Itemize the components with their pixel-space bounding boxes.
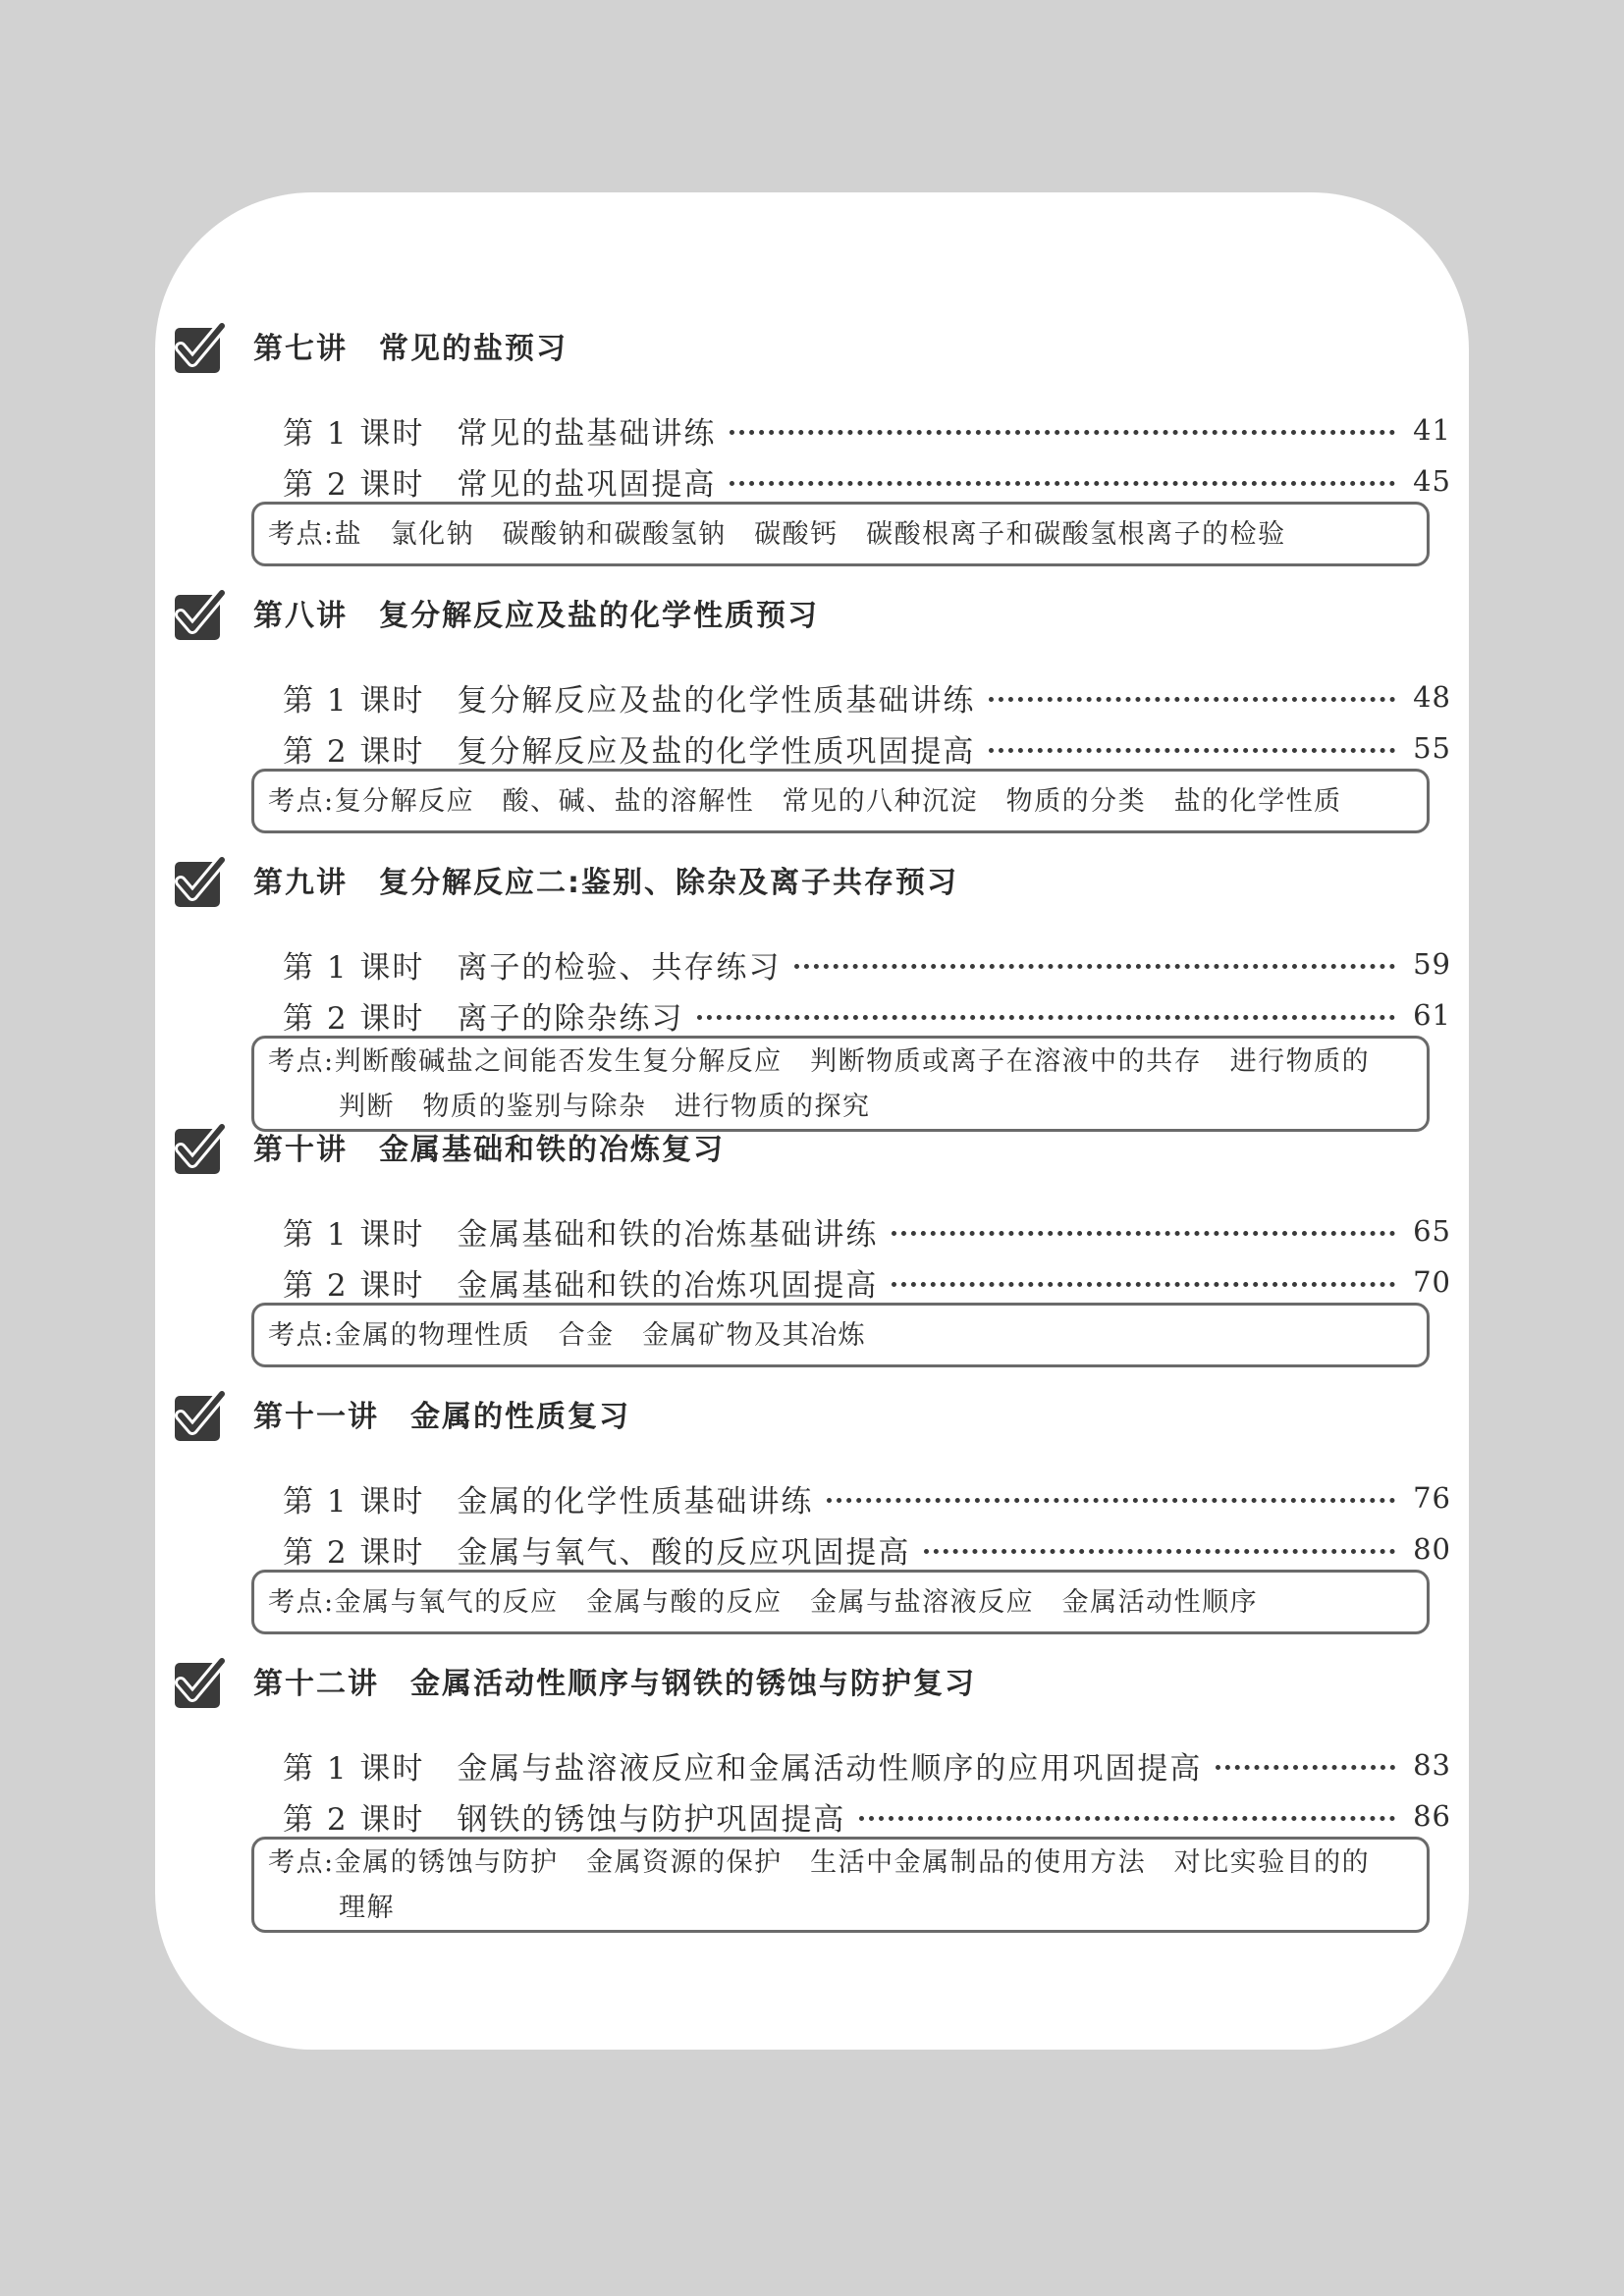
lesson-entry[interactable]: [283, 410, 1451, 450]
chapter-title[interactable]: 第十讲 金属基础和铁的冶炼复习: [253, 1133, 725, 1167]
dot-leader: [892, 1231, 1395, 1236]
lesson-entry[interactable]: [283, 677, 1451, 717]
lesson-entry[interactable]: [283, 461, 1451, 501]
lesson-entry[interactable]: [283, 944, 1451, 984]
lesson-label: 第 1 课时 金属与盐溶液反应和金属活动性顺序的应用巩固提高: [283, 1750, 1203, 1787]
lesson-label: 第 2 课时 复分解反应及盐的化学性质巩固提高: [283, 733, 976, 770]
dot-leader: [924, 1549, 1395, 1554]
lesson-label: 第 1 课时 金属基础和铁的冶炼基础讲练: [283, 1216, 879, 1253]
lesson-label: 第 2 课时 金属与氧气、酸的反应巩固提高: [283, 1534, 911, 1571]
checkbox-checked-icon: [175, 1663, 220, 1708]
page-number: 65: [1413, 1214, 1451, 1248]
chapter-title[interactable]: 第十二讲 金属活动性顺序与钢铁的锈蚀与防护复习: [253, 1667, 976, 1701]
lesson-entry[interactable]: [283, 728, 1451, 768]
dot-leader: [827, 1498, 1395, 1503]
keypoints-text: 判断 物质的鉴别与除杂 进行物质的探究: [339, 1092, 871, 1122]
lesson-entry[interactable]: [283, 1262, 1451, 1302]
keypoints-box: [251, 1570, 1430, 1634]
dot-leader: [989, 748, 1395, 753]
page-number: 41: [1413, 413, 1451, 447]
chapter-title[interactable]: 第十一讲 金属的性质复习: [253, 1400, 630, 1434]
lesson-label: 第 2 课时 钢铁的锈蚀与防护巩固提高: [283, 1801, 846, 1838]
chapter-title[interactable]: 第九讲 复分解反应二:鉴别、除杂及离子共存预习: [253, 866, 958, 900]
keypoints-box: [251, 1303, 1430, 1367]
checkbox-checked-icon: [175, 862, 220, 907]
lesson-entry[interactable]: [283, 1478, 1451, 1518]
page-number: 80: [1413, 1532, 1451, 1566]
dot-leader: [859, 1816, 1395, 1821]
page-number: 55: [1413, 731, 1451, 765]
lesson-entry[interactable]: [283, 1796, 1451, 1836]
chapter-title[interactable]: 第七讲 常见的盐预习: [253, 332, 568, 366]
lesson-label: 第 1 课时 常见的盐基础讲练: [283, 415, 717, 452]
keypoints-box: [251, 1036, 1430, 1132]
dot-leader: [989, 697, 1395, 702]
page-number: 59: [1413, 947, 1451, 981]
page-number: 70: [1413, 1265, 1451, 1299]
page-number: 61: [1413, 998, 1451, 1032]
lesson-entry[interactable]: [283, 1211, 1451, 1251]
checkbox-checked-icon: [175, 328, 220, 373]
keypoints-text: 考点:金属的物理性质 合金 金属矿物及其冶炼: [268, 1320, 867, 1351]
dot-leader: [794, 964, 1395, 969]
page-number: 76: [1413, 1481, 1451, 1515]
lesson-entry[interactable]: [283, 1745, 1451, 1785]
keypoints-text: 考点:复分解反应 酸、碱、盐的溶解性 常见的八种沉淀 物质的分类 盐的化学性质: [268, 786, 1342, 817]
checkbox-checked-icon: [175, 1396, 220, 1441]
lesson-entry[interactable]: [283, 1529, 1451, 1569]
keypoints-box: [251, 769, 1430, 833]
checkbox-checked-icon: [175, 595, 220, 640]
keypoints-text: 考点:判断酸碱盐之间能否发生复分解反应 判断物质或离子在溶液中的共存 进行物质的: [268, 1046, 1371, 1077]
dot-leader: [730, 481, 1395, 486]
keypoints-text: 理解: [339, 1893, 395, 1923]
toc-sections: [155, 192, 1469, 2050]
lesson-label: 第 1 课时 离子的检验、共存练习: [283, 949, 782, 986]
chapter-title[interactable]: 第八讲 复分解反应及盐的化学性质预习: [253, 599, 819, 633]
lesson-label: 第 2 课时 金属基础和铁的冶炼巩固提高: [283, 1267, 879, 1304]
page-number: 86: [1413, 1799, 1451, 1833]
lesson-label: 第 2 课时 常见的盐巩固提高: [283, 466, 717, 503]
dot-leader: [697, 1015, 1395, 1020]
keypoints-text: 考点:盐 氯化钠 碳酸钠和碳酸氢钠 碳酸钙 碳酸根离子和碳酸氢根离子的检验: [268, 519, 1286, 550]
dot-leader: [1216, 1765, 1395, 1770]
checkbox-checked-icon: [175, 1129, 220, 1174]
dot-leader: [730, 430, 1395, 435]
lesson-label: 第 2 课时 离子的除杂练习: [283, 1000, 684, 1037]
page-number: 48: [1413, 680, 1451, 714]
keypoints-box: [251, 1837, 1430, 1933]
keypoints-text: 考点:金属与氧气的反应 金属与酸的反应 金属与盐溶液反应 金属活动性顺序: [268, 1587, 1259, 1618]
keypoints-box: [251, 502, 1430, 566]
lesson-label: 第 1 课时 金属的化学性质基础讲练: [283, 1483, 814, 1520]
dot-leader: [892, 1282, 1395, 1287]
page-number: 45: [1413, 464, 1451, 498]
lesson-entry[interactable]: [283, 995, 1451, 1035]
page-number: 83: [1413, 1748, 1451, 1782]
toc-card: [155, 192, 1469, 2050]
keypoints-text: 考点:金属的锈蚀与防护 金属资源的保护 生活中金属制品的使用方法 对比实验目的的: [268, 1847, 1371, 1878]
lesson-label: 第 1 课时 复分解反应及盐的化学性质基础讲练: [283, 682, 976, 719]
